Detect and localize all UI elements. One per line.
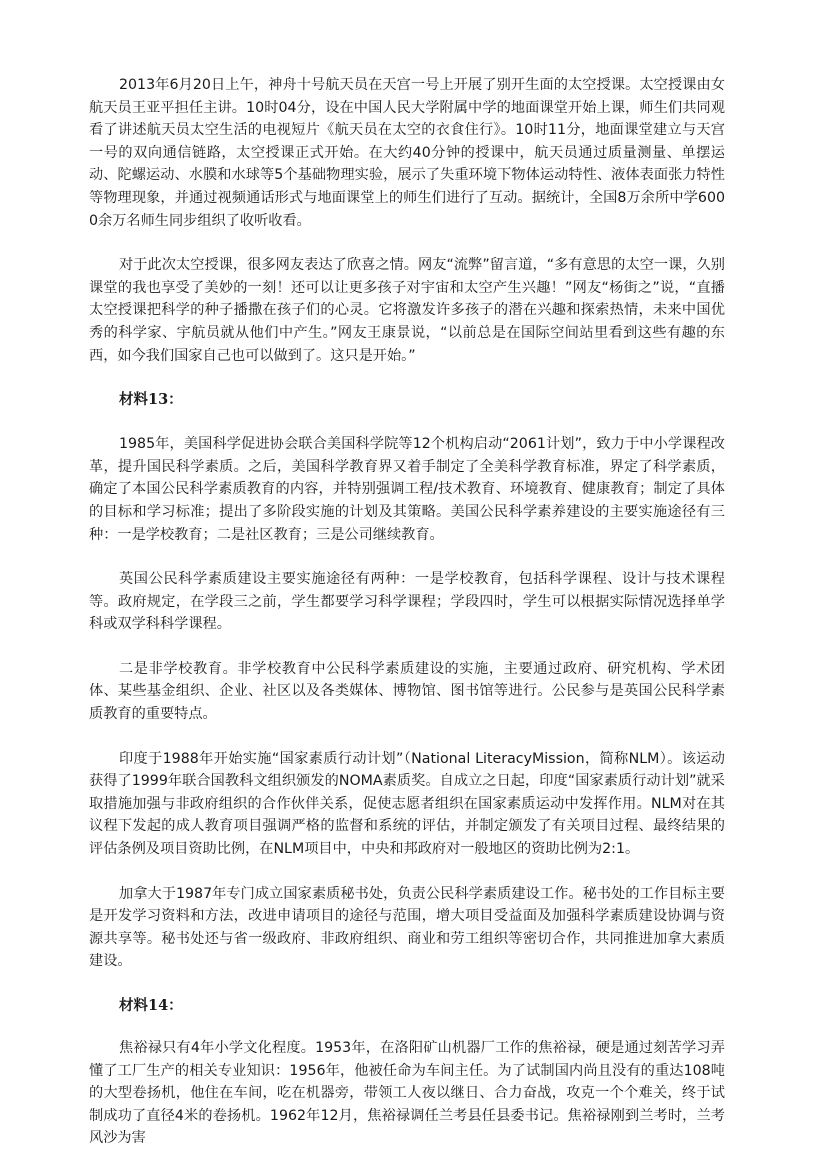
paragraph-india-nlm: 印度于1988年开始实施“国家素质行动计划”（National LiteracyMission，简称NLM）。该运动获得了1999年联合国教科文组织颁发的NOMA素质奖。自成立之日起，印度“国家素质行动计划”就采取措施加强与非政府组织的合作伙伴关系，促使志愿者组织在国家素质运动中发挥作用。NLM对在其议程下发起的成人教育项目强调严格的监督和系统的评估，并制定颁发了有关项目过程、最终结果的评估条例及项目资助比例，在NLM项目中，中央和邦政府对一般地区的资助比例为2:1。 xyxy=(89,750,725,858)
paragraph-jiao-yulu: 焦裕禄只有4年小学文化程度。1953年，在洛阳矿山机器厂工作的焦裕禄，硬是通过刻苦学习弄懂了工厂生产的相关专业知识：1956年，他被任命为车间主任。为了试制国内尚且没有的重达108吨的大型卷扬机，他住在车间，吃在机器旁，带领工人夜以继日、合力奋战，攻克一个个难关，终于试制成功了直径4米的卷扬机。1962年12月，焦裕禄调任兰考县任县委书记。焦裕禄刚到兰考时，兰考风沙为害 xyxy=(89,1040,725,1147)
section-heading-material-13: 材料13： xyxy=(119,391,183,409)
paragraph-usa-2061-plan: 1985年，美国科学促进协会联合美国科学院等12个机构启动“2061计划”，致力于中小学课程改革，提升国民科学素质。之后，美国科学教育界又着手制定了全美科学教育标准，界定了科学素质，确定了本国公民科学素质教育的内容，并特别强调工程/技术教育、环境教育、健康教育；制定了具体的目标和学习标准；提出了多阶段实施的计划及其策略。美国公民科学素养建设的主要实施途径有三种：一是学校教育；二是社区教育；三是公司继续教育。 xyxy=(89,436,725,543)
document-page xyxy=(89,74,725,1150)
paragraph-uk-school-education: 英国公民科学素质建设主要实施途径有两种：一是学校教育，包括科学课程、设计与技术课程等。政府规定，在学段三之前，学生都要学习科学课程；学段四时，学生可以根据实际情况选择单学科或双学科科学课程。 xyxy=(89,571,725,633)
section-heading-material-14: 材料14： xyxy=(119,997,183,1014)
paragraph-uk-non-school-education: 二是非学校教育。非学校教育中公民科学素质建设的实施，主要通过政府、研究机构、学术团体、某些基金组织、企业、社区以及各类媒体、博物馆、图书馆等进行。公民参与是英国公民科学素质教育的重要特点。 xyxy=(89,660,725,723)
paragraph-canada-literacy: 加拿大于1987年专门成立国家素质秘书处，负责公民科学素质建设工作。秘书处的工作目标主要是开发学习资料和方法，改进申请项目的途径与范围，增大项目受益面及加强科学素质建设协调与资源共享等。秘书处还与省一级政府、非政府组织、商业和劳工组织等密切合作，共同推进加拿大素质建设。 xyxy=(89,885,725,970)
paragraph-space-lecture: 2013年6月20日上午，神舟十号航天员在天宫一号上开展了别开生面的太空授课。太空授课由女航天员王亚平担任主讲。10时04分，设在中国人民大学附属中学的地面课堂开始上课，师生们共同观看了讲述航天员太空生活的电视短片《航天员在太空的衣食住行》。10时11分，地面课堂建立与天宫一号的双向通信链路，太空授课正式开始。在大约40分钟的授课中，航天员通过质量测量、单摆运动、陀螺运动、水膜和水球等5个基础物理实验，展示了失重环境下物体运动特性、液体表面张力特性等物理现象，并通过视频通话形式与地面课堂上的师生们进行了互动。据统计，全国8万余所中学6000余万名师生同步组织了收听收看。 xyxy=(89,77,725,229)
paragraph-netizen-reactions: 对于此次太空授课，很多网友表达了欣喜之情。网友“流弊”留言道，“多有意思的太空一课，久别课堂的我也享受了美妙的一刻！还可以让更多孩子对宇宙和太空产生兴趣！”网友“杨街之”说，“直播太空授课把科学的种子播撒在孩子们的心灵。它将激发许多孩子的潜在兴趣和探索热情，未来中国优秀的科学家、宇航员就从他们中产生。”网友王康景说，“以前总是在国际空间站里看到这些有趣的东西，如今我们国家自己也可以做到了。这只是开始。” xyxy=(89,257,725,364)
